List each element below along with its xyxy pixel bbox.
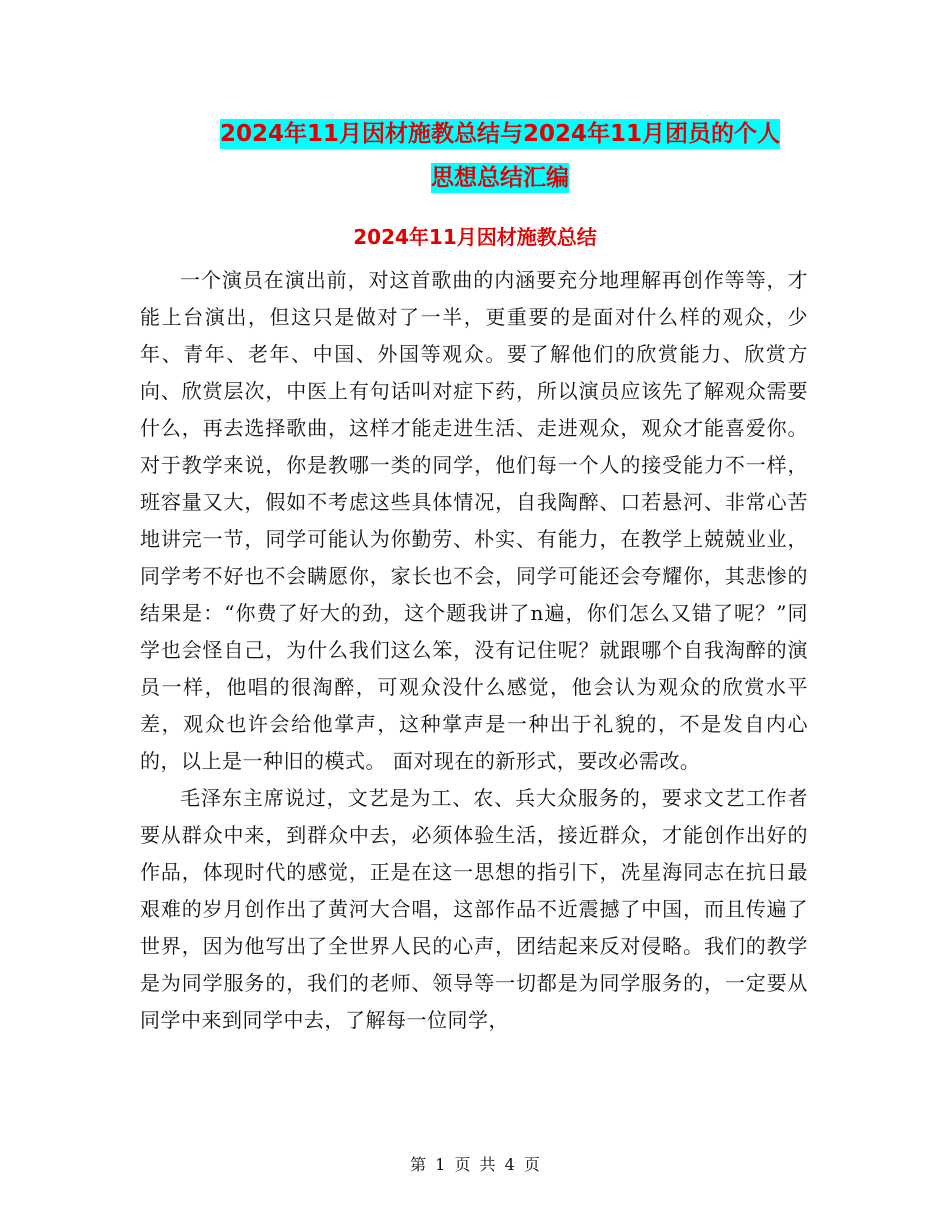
document-title xyxy=(120,112,880,200)
body-text xyxy=(140,262,808,1039)
paragraph-1: 一个演员在演出前，对这首歌曲的内涵要充分地理解再创作等等，才能上台演出，但这只是做对了一半，更重要的是面对什么样的观众，少年、青年、老年、中国、外国等观众。要了解他们的欣赏能力、欣赏方向、欣赏层次，中医上有句话叫对症下药，所以演员应该先了解观众需要什么，再去选择歌曲，这样才能走进生活、走进观众，观众才能喜爱你。对于教学来说，你是教哪一类的同学，他们每一个人的接受能力不一样，班容量又大，假如不考虑这些具体情况，自我陶醉、口若悬河、非常心苦地讲完一节，同学可能认为你勤劳、朴实、有能力，在教学上兢兢业业，同学考不好也不会瞒愿你，家长也不会，同学可能还会夸耀你，其悲惨的结果是：“你费了好大的劲，这个题我讲了n遍，你们怎么又错了呢？”同学也会怪自己，为什么我们这么笨，没有记住呢？就跟哪个自我淘醉的演员一样，他唱的很淘醉，可观众没什么感觉，他会认为观众的欣赏水平差，观众也许会给他掌声，这种掌声是一种出于礼貌的，不是发自内心的，以上是一种旧的模式。 面对现在的新形式，要改必需改。 xyxy=(140,268,808,773)
paragraph-2: 毛泽东主席说过，文艺是为工、农、兵大众服务的，要求文艺工作者要从群众中来，到群众中去，必须体验生活，接近群众，才能创作出好的作品，体现时代的感觉，正是在这一思想的指引下，冼星海同志在抗日最艰难的岁月创作出了黄河大合唱，这部作品不近震撼了中国，而且传遍了世界，因为他写出了全世界人民的心声，团结起来反对侵略。我们的教学是为同学服务的，我们的老师、领导等一切都是为同学服务的，一定要从同学中来到同学中去，了解每一位同学， xyxy=(140,786,808,1032)
document-title-line-1: 2024年11月因材施教总结与2024年11月团员的个人 xyxy=(219,121,781,147)
section-title: 2024年11月因材施教总结 xyxy=(353,225,597,249)
document-title-line-2: 思想总结汇编 xyxy=(431,165,569,191)
page-footer: 第 1 页 共 4 页 xyxy=(410,1155,540,1174)
